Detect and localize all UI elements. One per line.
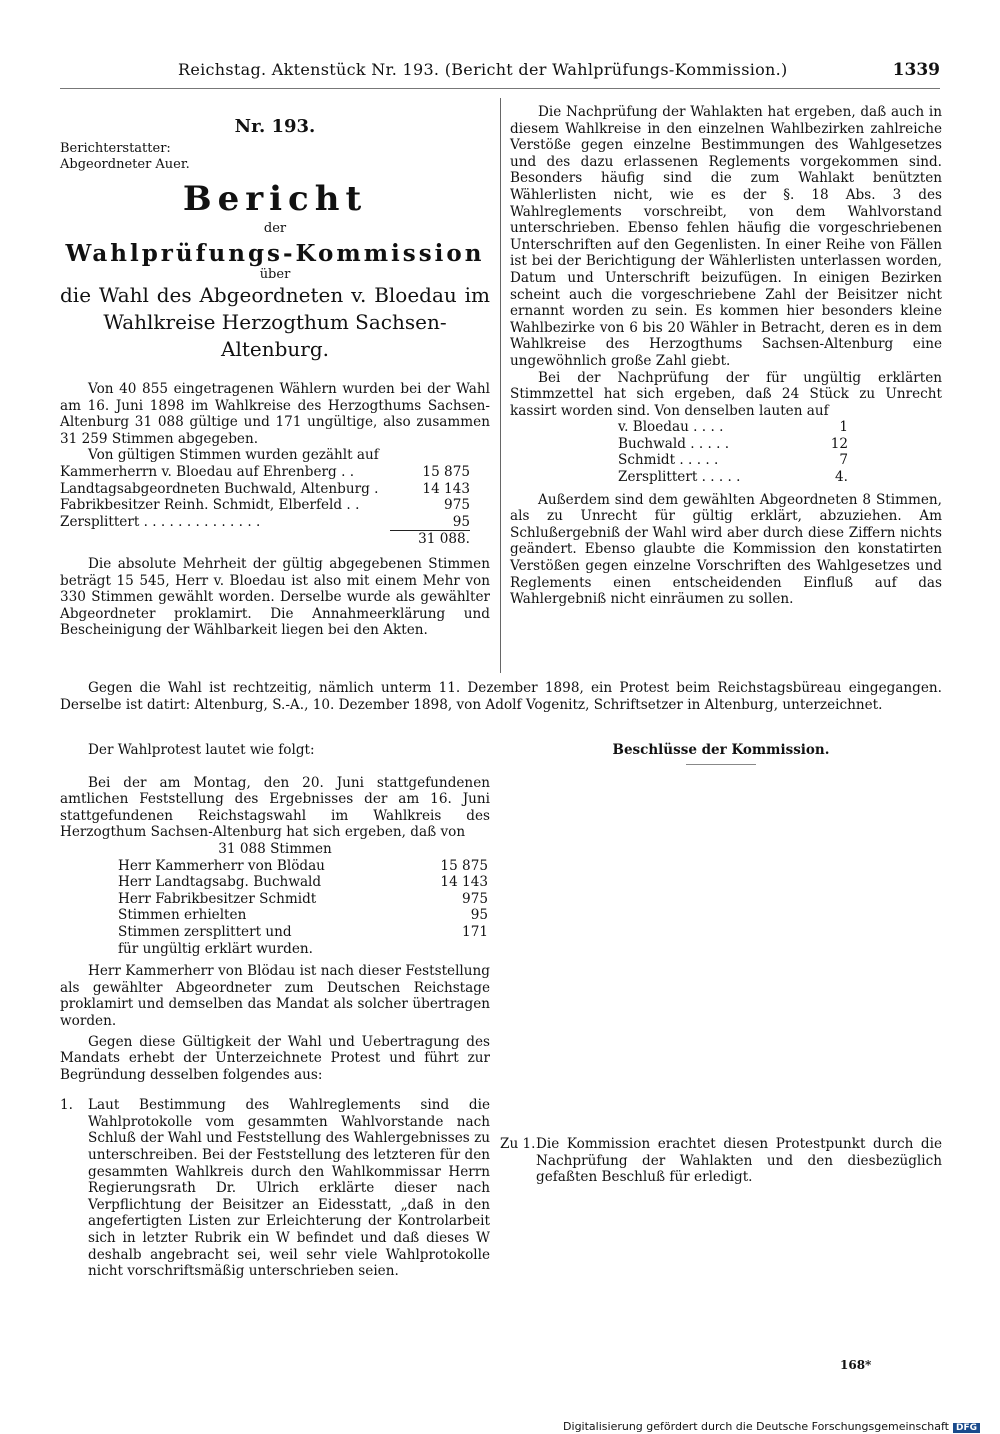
vote-row [60,497,470,514]
protest-vote-row [118,891,488,908]
footer-text: Digitalisierung gefördert durch die Deutsche Forschungsgemeinschaft [563,1420,949,1433]
protest-vote-row [118,907,488,924]
vote-row [60,481,470,498]
invalid-vote-row-value: 12 [830,435,848,452]
invalid-vote-row-label: Zersplittert . . . . . [618,469,741,486]
left-column [60,116,490,639]
right-column [510,104,942,608]
vote-row-value: 95 [452,513,470,530]
decisions-heading: Beschlüsse der Kommission. [612,742,830,758]
column-divider [500,98,501,673]
vote-row-label: Zersplittert . . . . . . . . . . . . . . [60,513,261,530]
protest-receipt [60,680,942,713]
berichterstatter-name: Abgeordneter Auer. [60,157,190,172]
vote-row [60,514,470,531]
full-paragraph: Gegen die Wahl ist rechtzeitig, nämlich unterm 11. Dezember 1898, ein Protest beim Reichstagsbüreau eingegangen. Derselbe ist datirt: Altenburg, S.-A., 10. Dezember 1898, von Adolf Vogenitz, Schriftsetzer in Altenburg, unterzeichnet. [60,680,942,713]
protest-vote-row-value [419,941,488,958]
title-ueber: über [259,267,291,282]
protest-section [60,742,490,1280]
left-paragraph-3: Die absolute Mehrheit der gültig abgegebenen Stimmen beträgt 15 545, Herr v. Bloedau ist also mit einem Mehr von 330 Stimmen gewählt worden. Derselbe wurde als gewählter Abgeordneter proklamirt. Die Annahmeerklärung und Bescheinigung der Wählbarkeit liegen bei den Akten. [60,555,490,639]
header-rule [60,88,940,89]
invalid-vote-row-value: 7 [839,452,848,469]
invalid-vote-row-label: v. Bloedau . . . . [618,419,724,436]
protest-paragraph-2: Herr Kammerherr von Blödau ist nach dieser Feststellung als gewählter Abgeordneter zum Deutschen Reichstage proklamirt und demselben das Mandat als solcher übertragen worden. [60,963,490,1029]
vote-row [60,464,470,481]
invalid-vote-row [618,452,848,469]
header-title: Reichstag. Aktenstück Nr. 193. (Bericht der Wahlprüfungs-Kommission.) [178,60,788,79]
decision-point-number: Zu 1. [500,1136,536,1152]
invalid-vote-row [618,436,848,453]
invalid-vote-row-value: 1 [839,419,848,436]
protest-vote-row-label: Herr Fabrikbesitzer Schmidt [118,890,317,907]
protest-vote-row-label: Herr Kammerherr von Blödau [118,857,325,874]
vote-row-value: 14 143 [422,480,470,497]
protest-intro: Der Wahlprotest lautet wie folgt: [88,742,315,758]
vote-total-table [60,530,470,548]
protest-vote-row-value: 14 143 [440,874,488,891]
title-bericht: Bericht [182,179,368,219]
protest-total-line: 31 088 Stimmen [218,840,332,857]
vote-row-label: Landtagsabgeordneten Buchwald, Altenburg . [60,480,379,497]
invalid-vote-row [618,469,848,486]
right-paragraph-1: Die Nachprüfung der Wahlakten hat ergeben, daß auch in diesem Wahlkreise in den einzelnen Wahlbezirken zahlreiche Verstöße gegen einzelne Bestimmungen des Wahlgesetzes und des dazu erlassenen Reglements vorgekommen sind. Besonders häufig sind die zum Wahlakt benützten Wählerlisten nicht, wie es der §. 18 Abs. 3 des Wahlreglements vorschreibt, von dem Wahlvorstand unterschrieben. Ebenso fehlen häufig die vorgeschriebenen Unterschriften auf den Gegenlisten. In einer Reihe von Fällen ist bei der Berichtigung der Wählerlisten unterlassen worden, Datum und Unterschrift beizufügen. In einigen Bezirken scheint auch die vorgeschriebene Zahl der Beisitzer nicht ernannt worden zu sein. Es kommen hier besonders kleine Wahlbezirke von 6 bis 20 Wähler in Betracht, deren es in dem Wahlkreise des Herzogthums Sachsen-Altenburg eine ungewöhnlich große Zahl giebt. [510,104,942,369]
left-paragraph-1: Von 40 855 eingetragenen Wählern wurden bei der Wahl am 16. Juni 1898 im Wahlkreise des Herzogthums Sachsen-Altenburg 31 088 gültige und 171 ungültige, also zusammen 31 259 Stimmen abgegeben. [60,381,490,447]
invalid-vote-row-label: Schmidt . . . . . [618,452,719,469]
document-number: Nr. 193. [234,116,316,137]
protest-point-number: 1. [60,1097,73,1114]
protest-point-text: Laut Bestimmung des Wahlreglements sind die Wahlprotokolle vom gesammten Wahlvorstande nach Schluß der Wahl und Feststellung des Wahlergebnisses zu unterschreiben. Bei der Feststellung des letzteren für den gesammten Wahlkreis durch den Wahlkommissar Herrn Regierungsrath Dr. Ulrich erklärte dieser nach Verpflichtung der Beisitzer an Eidesstatt, „daß in den angefertigten Listen zur Erleichterung der Kontrolarbeit sich in letzter Rubrik ein W befindet und daß dieses W deshalb angebracht sei, weil sehr viele Wahlprotokolle nicht vorschriftsmäßig unterschrieben seien. [88,1097,490,1280]
protest-vote-row-value: 95 [470,907,488,924]
invalid-vote-row-label: Buchwald . . . . . [618,435,730,452]
right-paragraph-3: Außerdem sind dem gewählten Abgeordneten 8 Stimmen, als zu Unrecht für gültig erklärt, abzuziehen. Am Schlußergebniß der Wahl wird aber durch diese Ziffern nichts geändert. Ebenso glaubte die Kommission den konstatirten Verstößen gegen einzelne Vorschriften des Wahlgesetzes und Reglements einen entscheidenden Einfluß auf das Wahlergebniß nicht einräumen zu sollen. [510,491,942,608]
vote-row-label: Kammerherrn v. Bloedau auf Ehrenberg . . [60,463,355,480]
invalid-votes-table [618,419,848,485]
berichterstatter-label: Berichterstatter: [60,141,171,156]
decisions-rule [686,764,756,765]
protest-vote-table [118,858,488,958]
protest-vote-row-value: 975 [462,890,488,907]
vote-row-value: 975 [444,497,470,514]
title-line-2: Wahlkreise Herzogthum Sachsen-Altenburg. [103,310,447,361]
decisions-section [500,742,942,765]
vote-row-value: 15 875 [422,463,470,480]
title-kommission: Wahlprüfungs-Kommission [65,240,485,267]
protest-vote-row-label: Stimmen erhielten [118,907,247,924]
invalid-vote-row [618,419,848,436]
right-paragraph-2: Bei der Nachprüfung der für ungültig erklärten Stimmzettel hat sich ergeben, daß 24 Stück zu Unrecht kassirt worden sind. Von denselben lauten auf [510,369,942,419]
protest-paragraph-3: Gegen diese Gültigkeit der Wahl und Uebertragung des Mandats erhebt der Unterzeichnete Protest und führt zur Begründung desselben folgendes aus: [60,1033,490,1083]
protest-paragraph-1: Bei der am Montag, den 20. Juni stattgefundenen amtlichen Feststellung des Ergebnisses der am 16. Juni stattgefundenen Reichstagswahl im Wahlkreis des Herzogthum Sachsen-Altenburg hat sich ergeben, daß von [60,774,490,841]
decision-point-1 [500,1136,942,1186]
protest-vote-row-label: Stimmen zersplittert und [118,923,292,940]
signature-mark: 168* [840,1358,872,1372]
left-paragraph-2: Von gültigen Stimmen wurden gezählt auf [88,447,379,464]
vote-table [60,464,470,530]
footer-credit [563,1420,980,1433]
vote-total: 31 088. [390,531,470,548]
protest-vote-row-label: Herr Landtagsabg. Buchwald [118,874,322,891]
protest-vote-row-value: 171 [462,923,488,940]
protest-vote-row [118,858,488,875]
decision-point-text: Die Kommission erachtet diesen Protestpunkt durch die Nachprüfung der Wahlakten und den diesbezüglich gefaßten Beschluß für erledigt. [536,1136,942,1186]
protest-vote-row [118,941,488,958]
vote-row-label: Fabrikbesitzer Reinh. Schmidt, Elberfeld . . [60,497,360,514]
title-line-1: die Wahl des Abgeordneten v. Bloedau im [60,283,490,307]
protest-vote-row-value: 15 875 [440,857,488,874]
dfg-logo: DFG [953,1423,980,1433]
page-number: 1339 [892,60,940,80]
protest-vote-row [118,924,488,941]
protest-vote-row [118,874,488,891]
running-header [60,60,940,86]
invalid-vote-row-value: 4. [835,469,848,486]
protest-vote-row-label: für ungültig erklärt wurden. [118,940,313,957]
title-der: der [263,221,287,236]
protest-point-1 [60,1097,490,1280]
